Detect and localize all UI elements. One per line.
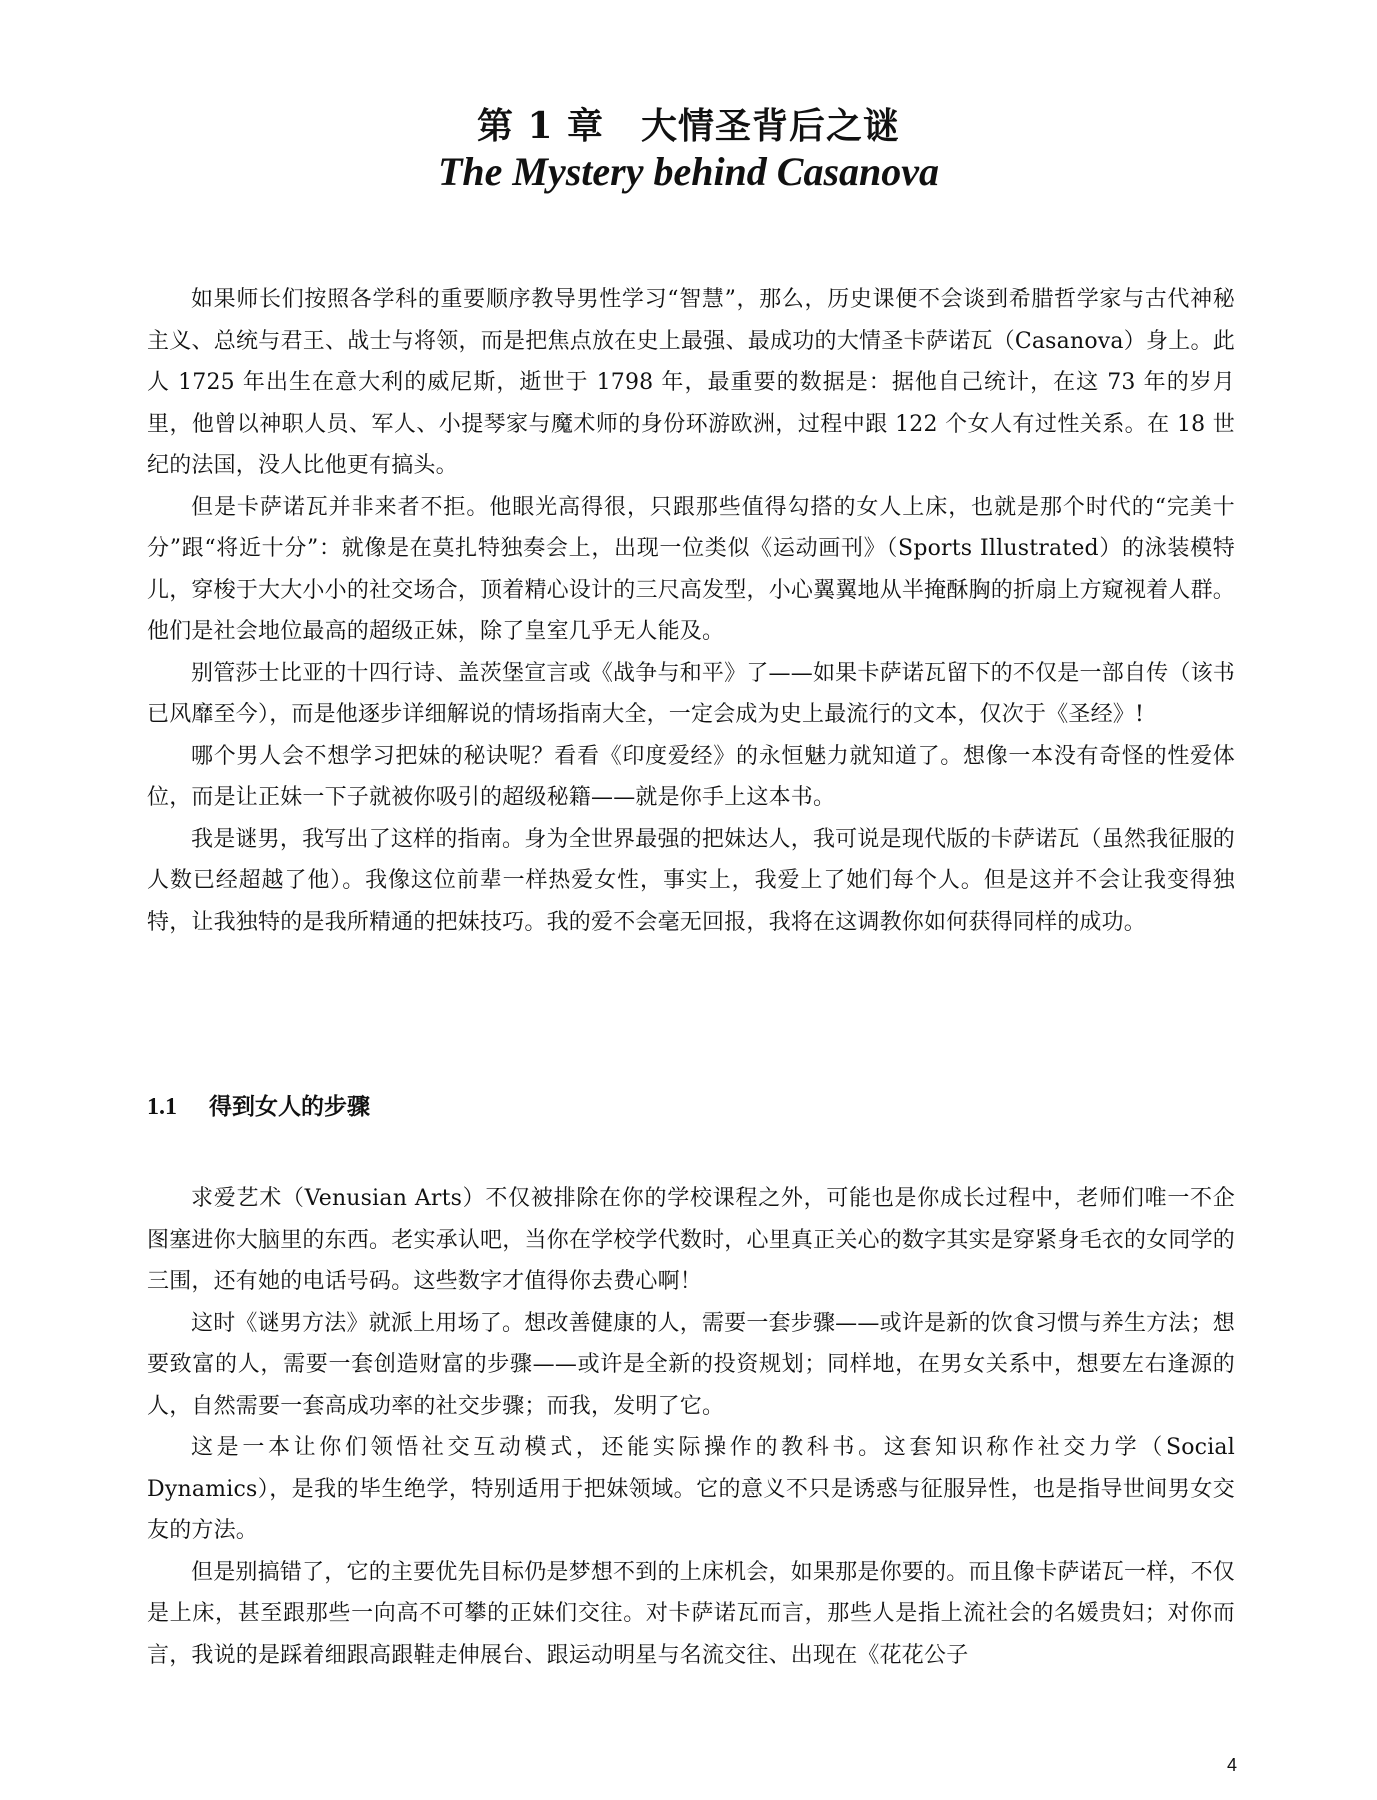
section-text bbox=[147, 1178, 1235, 1676]
paragraph: 但是卡萨诺瓦并非来者不拒。他眼光高得很，只跟那些值得勾搭的女人上床，也就是那个时代的“完美十分”跟“将近十分”：就像是在莫扎特独奏会上，出现一位类似《运动画刊》（Sports Illustrated）的泳装模特儿，穿梭于大大小小的社交场合，顶着精心设计的三尺高发型，小心翼翼地从半掩酥胸的折扇上方窥视着人群。他们是社会地位最高的超级正妹，除了皇室几乎无人能及。 bbox=[147, 494, 1235, 644]
paragraph: 如果师长们按照各学科的重要顺序教导男性学习“智慧”，那么，历史课便不会谈到希腊哲学家与古代神秘主义、总统与君王、战士与将领，而是把焦点放在史上最强、最成功的大情圣卡萨诺瓦（Casanova）身上。此人 1725 年出生在意大利的威尼斯，逝世于 1798 年，最重要的数据是：据他自己统计，在这 73 年的岁月里，他曾以神职人员、军人、小提琴家与魔术师的身份环游欧洲，过程中跟 122 个女人有过性关系。在 18 世纪的法国，没人比他更有搞头。 bbox=[147, 287, 1235, 478]
paragraph: 这时《谜男方法》就派上用场了。想改善健康的人，需要一套步骤——或许是新的饮食习惯与养生方法；想要致富的人，需要一套创造财富的步骤——或许是全新的投资规划；同样地，在男女关系中，想要左右逢源的人，自然需要一套高成功率的社交步骤；而我，发明了它。 bbox=[147, 1310, 1235, 1419]
paragraph: 求爱艺术（Venusian Arts）不仅被排除在你的学校课程之外，可能也是你成长过程中，老师们唯一不企图塞进你大脑里的东西。老实承认吧，当你在学校学代数时，心里真正关心的数字其实是穿紧身毛衣的女同学的三围，还有她的电话号码。这些数字才值得你去费心啊！ bbox=[147, 1186, 1235, 1294]
paragraph: 哪个男人会不想学习把妹的秘诀呢？看看《印度爱经》的永恒魅力就知道了。想像一本没有奇怪的性爱体位，而是让正妹一下子就被你吸引的超级秘籍——就是你手上这本书。 bbox=[147, 743, 1235, 810]
chapter-subtitle: The Mystery behind Casanova bbox=[437, 149, 940, 194]
page-number: 4 bbox=[1226, 1755, 1237, 1775]
chapter-title: 第 1 章 大情圣背后之谜 bbox=[476, 105, 901, 147]
intro-text bbox=[147, 279, 1235, 943]
section-heading bbox=[147, 1088, 370, 1121]
paragraph: 这是一本让你们领悟社交互动模式，还能实际操作的教科书。这套知识称作社交力学（Social Dynamics），是我的毕生绝学，特别适用于把妹领域。它的意义不只是诱惑与征服异性，也是指导世间男女交友的方法。 bbox=[147, 1435, 1235, 1543]
section-title: 得到女人的步骤 bbox=[209, 1094, 370, 1120]
paragraph: 但是别搞错了，它的主要优先目标仍是梦想不到的上床机会，如果那是你要的。而且像卡萨诺瓦一样，不仅是上床，甚至跟那些一向高不可攀的正妹们交往。对卡萨诺瓦而言，那些人是指上流社会的名媛贵妇；对你而言，我说的是踩着细跟高跟鞋走伸展台、跟运动明星与名流交往、出现在《花花公子 bbox=[147, 1559, 1235, 1668]
section-number: 1.1 bbox=[147, 1094, 177, 1120]
paragraph: 别管莎士比亚的十四行诗、盖茨堡宣言或《战争与和平》了——如果卡萨诺瓦留下的不仅是一部自传（该书已风靡至今），而是他逐步详细解说的情场指南大全，一定会成为史上最流行的文本，仅次于《圣经》! bbox=[147, 660, 1235, 727]
paragraph: 我是谜男，我写出了这样的指南。身为全世界最强的把妹达人，我可说是现代版的卡萨诺瓦（虽然我征服的人数已经超越了他）。我像这位前辈一样热爱女性，事实上，我爱上了她们每个人。但是这并不会让我变得独特，让我独特的是我所精通的把妹技巧。我的爱不会毫无回报，我将在这调教你如何获得同样的成功。 bbox=[147, 826, 1235, 935]
